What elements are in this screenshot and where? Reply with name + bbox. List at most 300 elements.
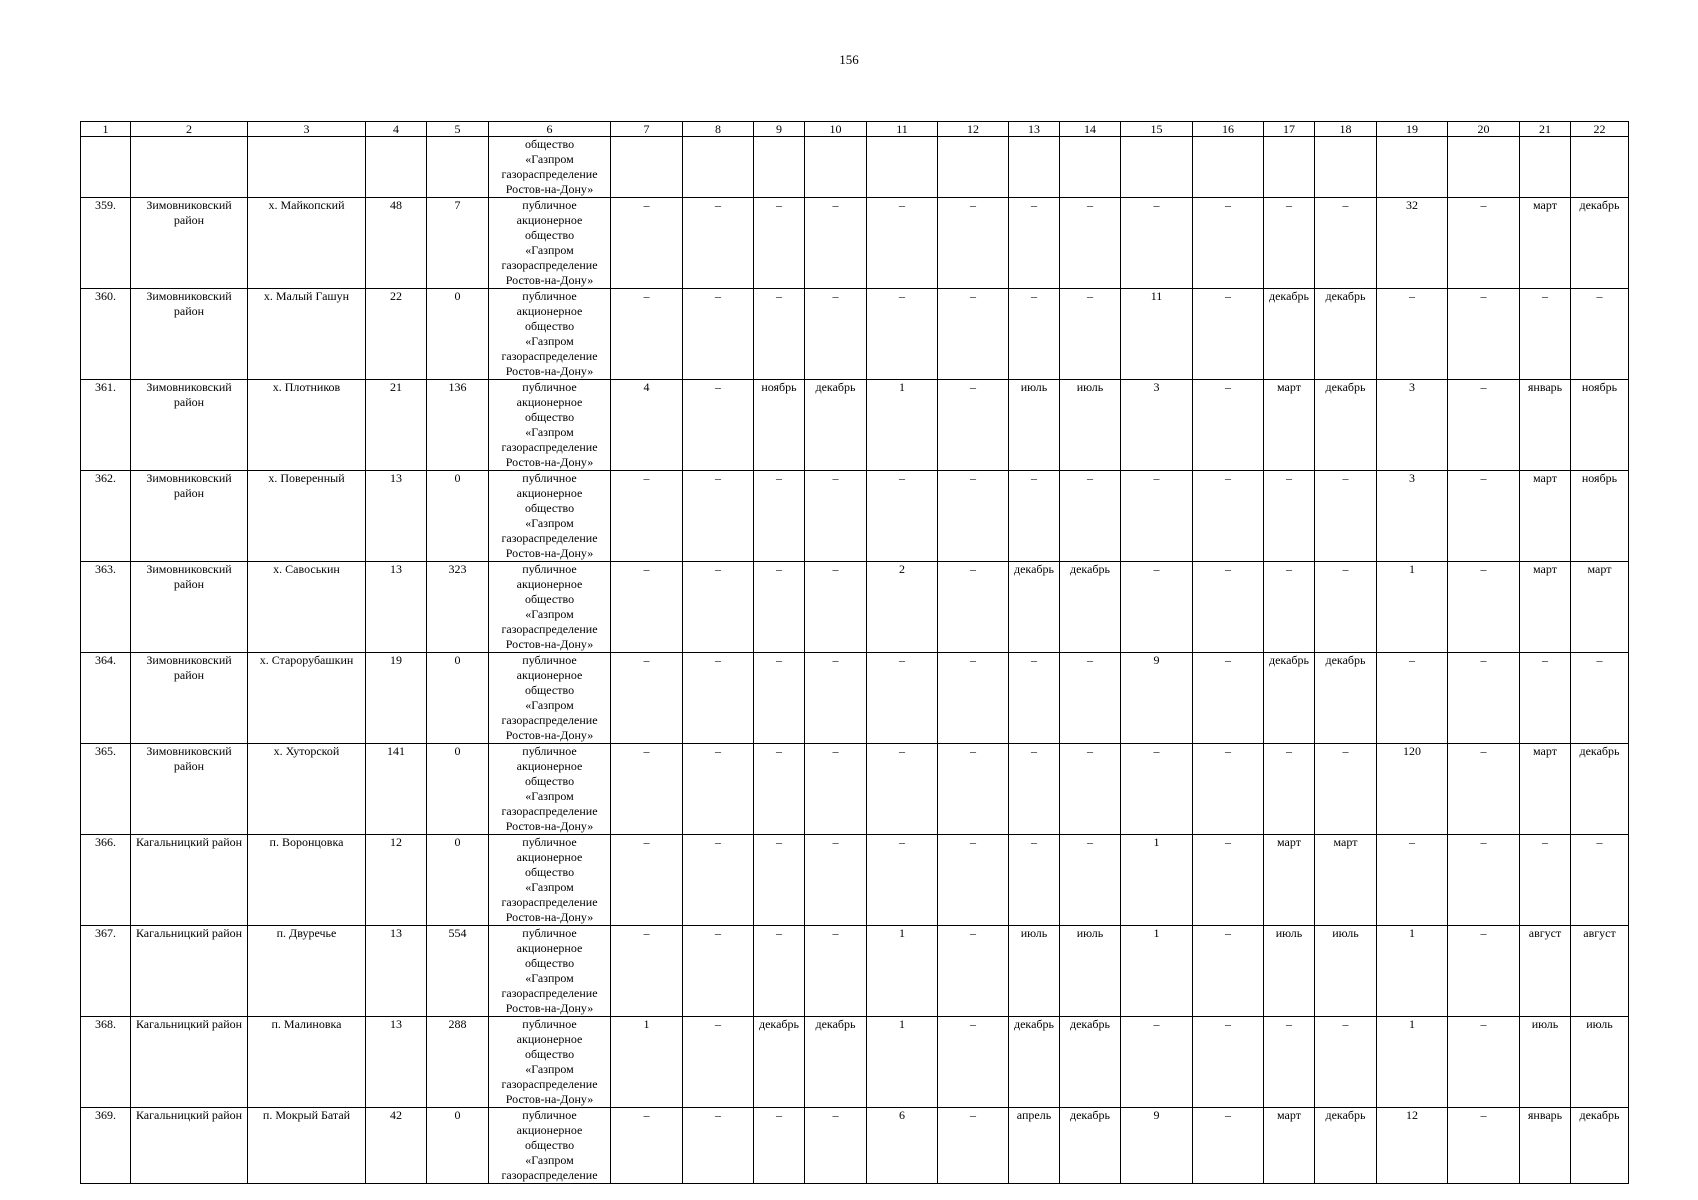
organization-line: «Газпром [525,152,574,166]
value-cell-col-8: – [683,653,754,744]
value-cell-col-8: – [683,471,754,562]
value-cell-col-17: март [1264,835,1315,926]
organization-cell [489,835,611,926]
value-cell-col-19: 1 [1377,562,1448,653]
organization-line: общество [524,865,575,879]
district-cell: Зимовниковский район [131,471,248,562]
organization-line: газораспределение [501,1077,598,1091]
value-cell-col-13: – [1009,471,1060,562]
value-cell-col-12: – [938,380,1009,471]
organization-line: акционерное [516,395,583,409]
value-cell-col-7: – [611,471,683,562]
value-cell-col-13: декабрь [1009,1017,1060,1108]
organization-line: газораспределение [501,440,598,454]
value-cell-col-12: – [938,198,1009,289]
column-number-cell: 21 [1520,122,1571,137]
value-cell-col-9: – [754,653,805,744]
value-cell-col-8: – [683,926,754,1017]
col-5-cell: 136 [427,380,489,471]
organization-line: акционерное [516,486,583,500]
value-cell-col-16: – [1193,835,1264,926]
column-number-cell: 4 [366,122,427,137]
column-number-cell: 22 [1571,122,1629,137]
value-cell-col-9: – [754,926,805,1017]
value-cell-col-18: июль [1315,926,1377,1017]
row-number-cell: 361. [81,380,131,471]
empty-cell [1315,137,1377,198]
value-cell-col-11: 2 [867,562,938,653]
value-cell-col-15: – [1121,744,1193,835]
col-4-cell: 13 [366,1017,427,1108]
value-cell-col-7: – [611,744,683,835]
district-cell: Кагальницкий район [131,835,248,926]
organization-line: акционерное [516,668,583,682]
district-cell: Зимовниковский район [131,198,248,289]
value-cell-col-20: – [1448,744,1520,835]
value-cell-col-19: 12 [1377,1108,1448,1184]
value-cell-col-9: – [754,562,805,653]
empty-cell [131,137,248,198]
value-cell-col-17: – [1264,1017,1315,1108]
col-5-cell: 0 [427,471,489,562]
value-cell-col-9: – [754,289,805,380]
col-4-cell: 141 [366,744,427,835]
column-number-cell: 16 [1193,122,1264,137]
organization-line: газораспределение [501,804,598,818]
value-cell-col-15: 9 [1121,1108,1193,1184]
value-cell-col-17: июль [1264,926,1315,1017]
value-cell-col-10: – [805,1108,867,1184]
empty-cell [1571,137,1629,198]
value-cell-col-18: – [1315,198,1377,289]
organization-cell [489,471,611,562]
organization-cell [489,289,611,380]
value-cell-col-18: – [1315,744,1377,835]
value-cell-col-20: – [1448,380,1520,471]
column-number-cell: 14 [1060,122,1121,137]
table-row [81,380,1629,471]
empty-cell [867,137,938,198]
col-5-cell: 0 [427,289,489,380]
organization-cell [489,653,611,744]
empty-cell [1377,137,1448,198]
column-number-cell: 1 [81,122,131,137]
organization-line: публичное [522,835,577,849]
value-cell-col-22: август [1571,926,1629,1017]
organization-line: газораспределение [501,531,598,545]
row-number-cell: 368. [81,1017,131,1108]
row-number-cell: 364. [81,653,131,744]
col-5-cell: 323 [427,562,489,653]
table-row [81,653,1629,744]
organization-line: «Газпром [525,1153,574,1167]
district-cell: Зимовниковский район [131,653,248,744]
value-cell-col-8: – [683,1108,754,1184]
col-4-cell: 42 [366,1108,427,1184]
organization-cell [489,137,611,198]
value-cell-col-17: – [1264,198,1315,289]
organization-line: публичное [522,380,577,394]
value-cell-col-17: – [1264,562,1315,653]
value-cell-col-16: – [1193,289,1264,380]
value-cell-col-17: декабрь [1264,289,1315,380]
value-cell-col-8: – [683,198,754,289]
value-cell-col-10: – [805,744,867,835]
value-cell-col-9: ноябрь [754,380,805,471]
organization-line: газораспределение [501,622,598,636]
value-cell-col-13: – [1009,653,1060,744]
value-cell-col-13: июль [1009,380,1060,471]
column-number-cell: 8 [683,122,754,137]
value-cell-col-10: – [805,471,867,562]
value-cell-col-13: – [1009,289,1060,380]
value-cell-col-16: – [1193,926,1264,1017]
value-cell-col-16: – [1193,653,1264,744]
value-cell-col-11: 1 [867,380,938,471]
column-number-cell: 9 [754,122,805,137]
empty-cell [1060,137,1121,198]
organization-cell [489,926,611,1017]
value-cell-col-21: – [1520,289,1571,380]
value-cell-col-22: декабрь [1571,198,1629,289]
organization-line: общество [524,1138,575,1152]
column-number-cell: 13 [1009,122,1060,137]
value-cell-col-15: 11 [1121,289,1193,380]
value-cell-col-7: – [611,562,683,653]
value-cell-col-19: 120 [1377,744,1448,835]
row-number-cell: 359. [81,198,131,289]
organization-line: «Газпром [525,971,574,985]
column-number-cell: 11 [867,122,938,137]
value-cell-col-16: – [1193,198,1264,289]
value-cell-col-22: декабрь [1571,1108,1629,1184]
organization-line: «Газпром [525,698,574,712]
value-cell-col-12: – [938,289,1009,380]
value-cell-col-20: – [1448,926,1520,1017]
column-number-cell: 5 [427,122,489,137]
value-cell-col-7: – [611,653,683,744]
organization-line: газораспределение [501,713,598,727]
table-row [81,926,1629,1017]
organization-line: общество [524,501,575,515]
value-cell-col-18: март [1315,835,1377,926]
organization-line: публичное [522,653,577,667]
district-cell: Кагальницкий район [131,1017,248,1108]
row-number-cell: 363. [81,562,131,653]
value-cell-col-10: – [805,562,867,653]
value-cell-col-20: – [1448,562,1520,653]
organization-line: Ростов-на-Дону» [505,273,594,287]
settlement-cell: х. Малый Гашун [248,289,366,380]
row-number-cell: 366. [81,835,131,926]
continuation-row [81,137,1629,198]
col-4-cell: 48 [366,198,427,289]
value-cell-col-21: январь [1520,1108,1571,1184]
empty-cell [938,137,1009,198]
value-cell-col-16: – [1193,562,1264,653]
value-cell-col-14: – [1060,653,1121,744]
row-number-cell: 369. [81,1108,131,1184]
value-cell-col-12: – [938,562,1009,653]
organization-cell [489,380,611,471]
value-cell-col-10: – [805,289,867,380]
col-4-cell: 22 [366,289,427,380]
organization-line: «Газпром [525,1062,574,1076]
organization-line: Ростов-на-Дону» [505,364,594,378]
organization-line: общество [524,1047,575,1061]
value-cell-col-8: – [683,835,754,926]
value-cell-col-9: – [754,744,805,835]
organization-cell [489,198,611,289]
value-cell-col-10: – [805,926,867,1017]
value-cell-col-7: – [611,926,683,1017]
organization-line: акционерное [516,1123,583,1137]
col-5-cell: 0 [427,1108,489,1184]
value-cell-col-20: – [1448,198,1520,289]
organization-line: Ростов-на-Дону» [505,910,594,924]
organization-line: газораспределение [501,986,598,1000]
organization-line: «Газпром [525,516,574,530]
table-row [81,1108,1629,1184]
organization-line: публичное [522,562,577,576]
column-number-cell: 20 [1448,122,1520,137]
column-number-cell: 6 [489,122,611,137]
table-row [81,198,1629,289]
value-cell-col-17: – [1264,471,1315,562]
value-cell-col-21: – [1520,653,1571,744]
value-cell-col-7: – [611,1108,683,1184]
empty-cell [248,137,366,198]
value-cell-col-10: декабрь [805,380,867,471]
value-cell-col-20: – [1448,1108,1520,1184]
value-cell-col-22: ноябрь [1571,471,1629,562]
table-row [81,744,1629,835]
value-cell-col-10: – [805,198,867,289]
table-row [81,562,1629,653]
value-cell-col-7: – [611,198,683,289]
column-number-cell: 2 [131,122,248,137]
organization-cell [489,1108,611,1184]
organization-line: публичное [522,926,577,940]
organization-line: общество [524,774,575,788]
organization-cell [489,562,611,653]
value-cell-col-15: 3 [1121,380,1193,471]
column-number-row [81,122,1629,137]
page-number: 156 [839,52,859,67]
value-cell-col-19: 1 [1377,926,1448,1017]
column-number-cell: 17 [1264,122,1315,137]
empty-cell [1264,137,1315,198]
value-cell-col-12: – [938,653,1009,744]
organization-line: «Газпром [525,880,574,894]
value-cell-col-8: – [683,289,754,380]
value-cell-col-11: 1 [867,926,938,1017]
organization-line: публичное [522,1108,577,1122]
value-cell-col-14: июль [1060,380,1121,471]
value-cell-col-19: 3 [1377,380,1448,471]
organization-line: общество [524,956,575,970]
organization-line: публичное [522,1017,577,1031]
value-cell-col-12: – [938,744,1009,835]
organization-line: газораспределение [501,258,598,272]
value-cell-col-19: – [1377,653,1448,744]
value-cell-col-20: – [1448,471,1520,562]
column-number-cell: 3 [248,122,366,137]
column-number-cell: 10 [805,122,867,137]
settlement-cell: п. Малиновка [248,1017,366,1108]
table-row [81,835,1629,926]
col-4-cell: 13 [366,926,427,1017]
settlement-cell: х. Старорубашкин [248,653,366,744]
value-cell-col-21: март [1520,471,1571,562]
table-row [81,471,1629,562]
value-cell-col-8: – [683,1017,754,1108]
empty-cell [683,137,754,198]
value-cell-col-14: декабрь [1060,1017,1121,1108]
value-cell-col-22: – [1571,653,1629,744]
row-number-cell: 360. [81,289,131,380]
value-cell-col-9: – [754,471,805,562]
value-cell-col-16: – [1193,744,1264,835]
col-5-cell: 0 [427,653,489,744]
value-cell-col-20: – [1448,653,1520,744]
value-cell-col-22: март [1571,562,1629,653]
value-cell-col-22: июль [1571,1017,1629,1108]
settlement-cell: п. Мокрый Батай [248,1108,366,1184]
value-cell-col-12: – [938,471,1009,562]
value-cell-col-14: декабрь [1060,562,1121,653]
col-4-cell: 21 [366,380,427,471]
value-cell-col-19: 3 [1377,471,1448,562]
organization-line: «Газпром [525,334,574,348]
value-cell-col-18: декабрь [1315,289,1377,380]
value-cell-col-22: ноябрь [1571,380,1629,471]
table-row [81,289,1629,380]
value-cell-col-21: – [1520,835,1571,926]
organization-line: общество [524,592,575,606]
col-4-cell: 13 [366,562,427,653]
organization-line: публичное [522,471,577,485]
organization-line: публичное [522,744,577,758]
value-cell-col-14: – [1060,289,1121,380]
value-cell-col-13: декабрь [1009,562,1060,653]
district-cell: Кагальницкий район [131,926,248,1017]
value-cell-col-9: – [754,198,805,289]
empty-cell [81,137,131,198]
empty-cell [1448,137,1520,198]
column-number-cell: 15 [1121,122,1193,137]
table-body [81,122,1629,1184]
settlement-cell: х. Плотников [248,380,366,471]
value-cell-col-14: декабрь [1060,1108,1121,1184]
value-cell-col-8: – [683,562,754,653]
value-cell-col-9: – [754,1108,805,1184]
value-cell-col-15: 9 [1121,653,1193,744]
value-cell-col-11: – [867,744,938,835]
organization-line: газораспределение [501,167,598,181]
value-cell-col-11: – [867,471,938,562]
organization-line: публичное [522,198,577,212]
organization-line: общество [524,228,575,242]
value-cell-col-16: – [1193,1108,1264,1184]
organization-line: публичное [522,289,577,303]
value-cell-col-8: – [683,744,754,835]
column-number-cell: 12 [938,122,1009,137]
organization-cell [489,744,611,835]
organization-line: Ростов-на-Дону» [505,819,594,833]
value-cell-col-18: – [1315,562,1377,653]
organization-line: акционерное [516,941,583,955]
value-cell-col-16: – [1193,1017,1264,1108]
col-5-cell: 7 [427,198,489,289]
settlement-cell: х. Поверенный [248,471,366,562]
value-cell-col-13: – [1009,835,1060,926]
empty-cell [805,137,867,198]
organization-line: «Газпром [525,243,574,257]
value-cell-col-19: 1 [1377,1017,1448,1108]
value-cell-col-20: – [1448,835,1520,926]
organization-line: общество [524,137,575,151]
organization-line: «Газпром [525,607,574,621]
value-cell-col-15: 1 [1121,926,1193,1017]
value-cell-col-21: март [1520,744,1571,835]
col-4-cell: 19 [366,653,427,744]
empty-cell [366,137,427,198]
value-cell-col-15: – [1121,562,1193,653]
column-number-cell: 19 [1377,122,1448,137]
organization-cell [489,1017,611,1108]
settlement-cell: х. Хуторской [248,744,366,835]
value-cell-col-15: – [1121,198,1193,289]
value-cell-col-13: апрель [1009,1108,1060,1184]
value-cell-col-14: – [1060,471,1121,562]
value-cell-col-21: март [1520,198,1571,289]
value-cell-col-11: – [867,289,938,380]
value-cell-col-10: – [805,653,867,744]
value-cell-col-22: декабрь [1571,744,1629,835]
value-cell-col-7: – [611,289,683,380]
value-cell-col-13: – [1009,198,1060,289]
empty-cell [1193,137,1264,198]
settlement-cell: п. Воронцовка [248,835,366,926]
organization-line: акционерное [516,304,583,318]
value-cell-col-18: – [1315,471,1377,562]
value-cell-col-17: март [1264,1108,1315,1184]
value-cell-col-10: декабрь [805,1017,867,1108]
value-cell-col-18: декабрь [1315,380,1377,471]
district-cell: Зимовниковский район [131,289,248,380]
settlement-cell: х. Майкопский [248,198,366,289]
value-cell-col-17: – [1264,744,1315,835]
value-cell-col-17: декабрь [1264,653,1315,744]
value-cell-col-9: – [754,835,805,926]
organization-line: общество [524,319,575,333]
empty-cell [1520,137,1571,198]
district-cell: Зимовниковский район [131,744,248,835]
value-cell-col-17: март [1264,380,1315,471]
column-number-cell: 7 [611,122,683,137]
organization-line: акционерное [516,1032,583,1046]
value-cell-col-12: – [938,1108,1009,1184]
col-5-cell: 288 [427,1017,489,1108]
value-cell-col-11: 6 [867,1108,938,1184]
value-cell-col-21: август [1520,926,1571,1017]
row-number-cell: 367. [81,926,131,1017]
district-cell: Зимовниковский район [131,380,248,471]
value-cell-col-18: – [1315,1017,1377,1108]
organization-line: акционерное [516,850,583,864]
value-cell-col-11: – [867,198,938,289]
